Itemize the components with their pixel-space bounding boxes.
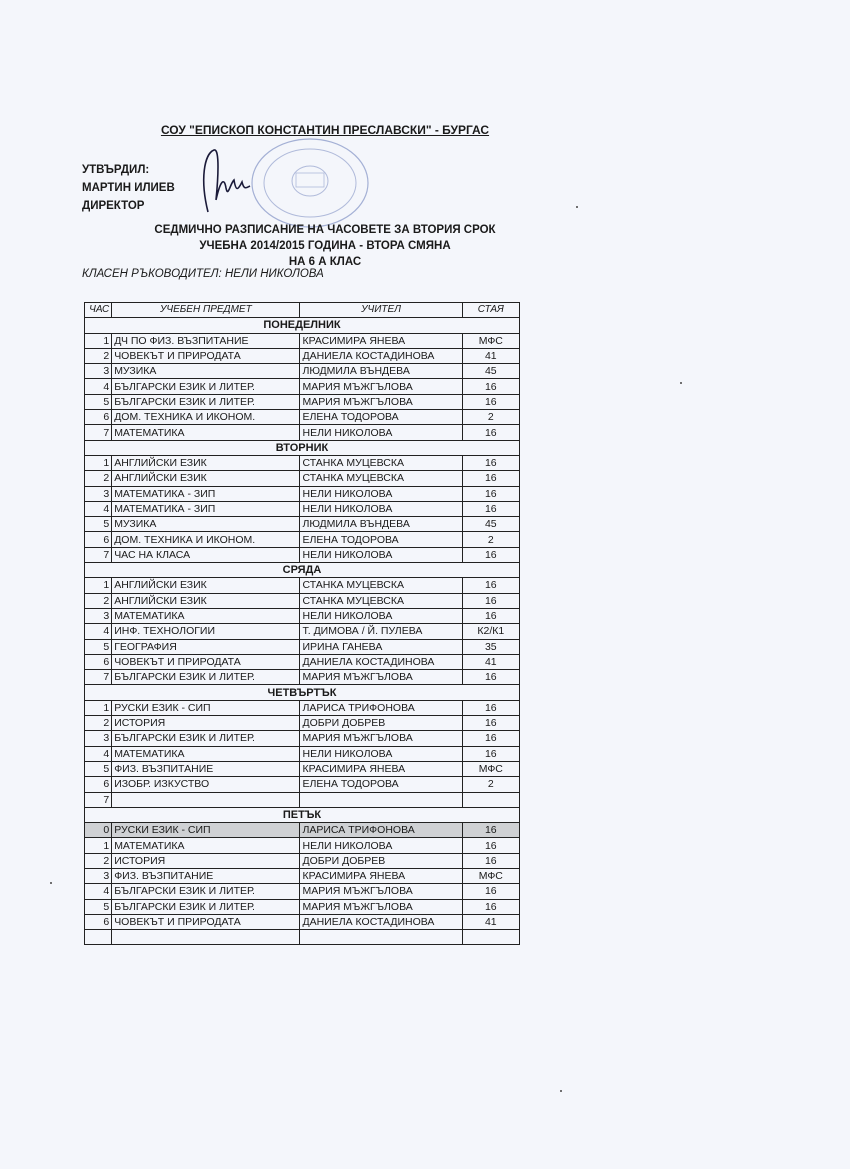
lesson-teacher: ДОБРИ ДОБРЕВ xyxy=(300,853,462,868)
lesson-room: 16 xyxy=(462,578,519,593)
lesson-room: 16 xyxy=(462,731,519,746)
lesson-room: 16 xyxy=(462,608,519,623)
schedule-title-block xyxy=(0,222,650,270)
lesson-hour: 6 xyxy=(85,654,112,669)
lesson-room: 16 xyxy=(462,593,519,608)
lesson-row xyxy=(85,654,520,669)
lesson-subject: БЪЛГАРСКИ ЕЗИК И ЛИТЕР. xyxy=(112,394,300,409)
lesson-row xyxy=(85,914,520,929)
lesson-teacher: МАРИЯ МЪЖГЪЛОВА xyxy=(300,899,462,914)
lesson-teacher: НЕЛИ НИКОЛОВА xyxy=(300,838,462,853)
lesson-room: 16 xyxy=(462,379,519,394)
col-room: СТАЯ xyxy=(462,303,519,318)
schedule-table xyxy=(84,302,520,945)
scan-speck xyxy=(576,206,578,208)
lesson-room: 16 xyxy=(462,884,519,899)
lesson-subject: ГЕОГРАФИЯ xyxy=(112,639,300,654)
day-header-row xyxy=(85,685,520,700)
lesson-room: 16 xyxy=(462,700,519,715)
lesson-room: 45 xyxy=(462,517,519,532)
lesson-subject: ЧОВЕКЪТ И ПРИРОДАТА xyxy=(112,654,300,669)
class-teacher: КЛАСЕН РЪКОВОДИТЕЛ: НЕЛИ НИКОЛОВА xyxy=(82,268,324,280)
title-line-3: НА 6 А КЛАС xyxy=(288,256,362,268)
lesson-hour: 1 xyxy=(85,333,112,348)
lesson-hour: 0 xyxy=(85,823,112,838)
lesson-room: 16 xyxy=(462,394,519,409)
school-stamp xyxy=(248,133,378,233)
lesson-subject: МАТЕМАТИКА xyxy=(112,838,300,853)
day-header-row xyxy=(85,807,520,822)
lesson-subject xyxy=(112,792,300,807)
lesson-row xyxy=(85,547,520,562)
lesson-subject: БЪЛГАРСКИ ЕЗИК И ЛИТЕР. xyxy=(112,379,300,394)
lesson-room: 2 xyxy=(462,777,519,792)
lesson-room: 41 xyxy=(462,348,519,363)
lesson-subject: ИЗОБР. ИЗКУСТВО xyxy=(112,777,300,792)
lesson-row xyxy=(85,364,520,379)
lesson-hour: 7 xyxy=(85,792,112,807)
lesson-subject: МАТЕМАТИКА xyxy=(112,425,300,440)
lesson-row xyxy=(85,624,520,639)
lesson-hour: 5 xyxy=(85,899,112,914)
lesson-row xyxy=(85,853,520,868)
scan-speck xyxy=(560,1090,562,1092)
lesson-hour: 4 xyxy=(85,624,112,639)
lesson-subject: МАТЕМАТИКА - ЗИП xyxy=(112,486,300,501)
lesson-row xyxy=(85,899,520,914)
lesson-hour: 5 xyxy=(85,639,112,654)
lesson-row xyxy=(85,425,520,440)
lesson-row xyxy=(85,716,520,731)
day-name: ВТОРНИК xyxy=(85,440,520,455)
lesson-teacher: НЕЛИ НИКОЛОВА xyxy=(300,547,462,562)
lesson-room: МФС xyxy=(462,761,519,776)
lesson-teacher: МАРИЯ МЪЖГЪЛОВА xyxy=(300,670,462,685)
scan-speck xyxy=(680,382,682,384)
lesson-teacher: МАРИЯ МЪЖГЪЛОВА xyxy=(300,731,462,746)
lesson-hour: 7 xyxy=(85,425,112,440)
lesson-row xyxy=(85,532,520,547)
day-name: ПОНЕДЕЛНИК xyxy=(85,318,520,333)
col-teacher: УЧИТЕЛ xyxy=(300,303,462,318)
lesson-teacher: НЕЛИ НИКОЛОВА xyxy=(300,746,462,761)
lesson-teacher: ЛАРИСА ТРИФОНОВА xyxy=(300,823,462,838)
lesson-subject: РУСКИ ЕЗИК - СИП xyxy=(112,700,300,715)
lesson-teacher: СТАНКА МУЦЕВСКА xyxy=(300,471,462,486)
lesson-subject: МУЗИКА xyxy=(112,364,300,379)
lesson-subject: АНГЛИЙСКИ ЕЗИК xyxy=(112,471,300,486)
lesson-hour: 3 xyxy=(85,608,112,623)
lesson-teacher: СТАНКА МУЦЕВСКА xyxy=(300,455,462,470)
lesson-row xyxy=(85,455,520,470)
lesson-subject: МАТЕМАТИКА xyxy=(112,608,300,623)
lesson-teacher xyxy=(300,792,462,807)
lesson-hour: 3 xyxy=(85,486,112,501)
lesson-row xyxy=(85,777,520,792)
lesson-room: 16 xyxy=(462,670,519,685)
lesson-room: МФС xyxy=(462,868,519,883)
lesson-hour: 6 xyxy=(85,777,112,792)
lesson-teacher: КРАСИМИРА ЯНЕВА xyxy=(300,761,462,776)
lesson-teacher: НЕЛИ НИКОЛОВА xyxy=(300,501,462,516)
lesson-hour: 1 xyxy=(85,578,112,593)
lesson-subject: ДОМ. ТЕХНИКА И ИКОНОМ. xyxy=(112,532,300,547)
title-line-2: УЧЕБНА 2014/2015 ГОДИНА - ВТОРА СМЯНА xyxy=(199,240,451,252)
col-hour: ЧАС xyxy=(85,303,112,318)
day-header-row xyxy=(85,440,520,455)
lesson-row xyxy=(85,930,520,945)
lesson-row xyxy=(85,348,520,363)
lesson-room: 16 xyxy=(462,425,519,440)
lesson-row xyxy=(85,501,520,516)
day-name: ПЕТЪК xyxy=(85,807,520,822)
lesson-hour: 4 xyxy=(85,884,112,899)
lesson-row xyxy=(85,394,520,409)
lesson-teacher: ДАНИЕЛА КОСТАДИНОВА xyxy=(300,348,462,363)
lesson-subject: АНГЛИЙСКИ ЕЗИК xyxy=(112,593,300,608)
lesson-hour: 2 xyxy=(85,853,112,868)
lesson-row xyxy=(85,517,520,532)
lesson-row xyxy=(85,838,520,853)
lesson-subject: ДОМ. ТЕХНИКА И ИКОНОМ. xyxy=(112,410,300,425)
lesson-hour: 3 xyxy=(85,731,112,746)
lesson-subject: ЧОВЕКЪТ И ПРИРОДАТА xyxy=(112,348,300,363)
lesson-room: 45 xyxy=(462,364,519,379)
approved-label: УТВЪРДИЛ: xyxy=(82,164,150,176)
lesson-subject: ДЧ ПО ФИЗ. ВЪЗПИТАНИЕ xyxy=(112,333,300,348)
lesson-room xyxy=(462,792,519,807)
lesson-row xyxy=(85,761,520,776)
header-row xyxy=(85,303,520,318)
lesson-hour: 4 xyxy=(85,746,112,761)
lesson-hour: 2 xyxy=(85,348,112,363)
lesson-room: 35 xyxy=(462,639,519,654)
lesson-teacher: ЕЛЕНА ТОДОРОВА xyxy=(300,777,462,792)
lesson-teacher: ЕЛЕНА ТОДОРОВА xyxy=(300,410,462,425)
lesson-row xyxy=(85,486,520,501)
lesson-hour: 5 xyxy=(85,517,112,532)
lesson-teacher: СТАНКА МУЦЕВСКА xyxy=(300,593,462,608)
lesson-teacher: ИРИНА ГАНЕВА xyxy=(300,639,462,654)
lesson-row xyxy=(85,593,520,608)
lesson-hour: 7 xyxy=(85,547,112,562)
lesson-subject: МАТЕМАТИКА - ЗИП xyxy=(112,501,300,516)
lesson-subject: ФИЗ. ВЪЗПИТАНИЕ xyxy=(112,868,300,883)
director-title: ДИРЕКТОР xyxy=(82,200,145,212)
lesson-hour: 3 xyxy=(85,364,112,379)
lesson-subject: БЪЛГАРСКИ ЕЗИК И ЛИТЕР. xyxy=(112,731,300,746)
lesson-hour xyxy=(85,930,112,945)
approval-block xyxy=(82,161,175,215)
lesson-hour: 5 xyxy=(85,394,112,409)
lesson-hour: 6 xyxy=(85,914,112,929)
lesson-teacher: ЛАРИСА ТРИФОНОВА xyxy=(300,700,462,715)
lesson-hour: 2 xyxy=(85,593,112,608)
lesson-subject xyxy=(112,930,300,945)
lesson-teacher: МАРИЯ МЪЖГЪЛОВА xyxy=(300,394,462,409)
lesson-row xyxy=(85,379,520,394)
lesson-subject: ИНФ. ТЕХНОЛОГИИ xyxy=(112,624,300,639)
lesson-row xyxy=(85,670,520,685)
lesson-subject: БЪЛГАРСКИ ЕЗИК И ЛИТЕР. xyxy=(112,899,300,914)
lesson-room: МФС xyxy=(462,333,519,348)
lesson-teacher: ЕЛЕНА ТОДОРОВА xyxy=(300,532,462,547)
lesson-room: 16 xyxy=(462,899,519,914)
lesson-room: 2 xyxy=(462,410,519,425)
schedule-body xyxy=(85,318,520,945)
lesson-room: 16 xyxy=(462,486,519,501)
lesson-teacher: Т. ДИМОВА / Й. ПУЛЕВА xyxy=(300,624,462,639)
lesson-room: 2 xyxy=(462,532,519,547)
lesson-row xyxy=(85,578,520,593)
lesson-subject: БЪЛГАРСКИ ЕЗИК И ЛИТЕР. xyxy=(112,884,300,899)
lesson-room: 16 xyxy=(462,501,519,516)
lesson-hour: 4 xyxy=(85,501,112,516)
lesson-teacher: МАРИЯ МЪЖГЪЛОВА xyxy=(300,884,462,899)
lesson-hour: 2 xyxy=(85,716,112,731)
lesson-row xyxy=(85,608,520,623)
lesson-row xyxy=(85,700,520,715)
lesson-subject: МАТЕМАТИКА xyxy=(112,746,300,761)
lesson-teacher: НЕЛИ НИКОЛОВА xyxy=(300,608,462,623)
lesson-subject: ЧОВЕКЪТ И ПРИРОДАТА xyxy=(112,914,300,929)
lesson-hour: 7 xyxy=(85,670,112,685)
lesson-hour: 1 xyxy=(85,700,112,715)
lesson-teacher: ЛЮДМИЛА ВЪНДЕВА xyxy=(300,364,462,379)
lesson-row xyxy=(85,868,520,883)
lesson-room: 16 xyxy=(462,746,519,761)
lesson-subject: ИСТОРИЯ xyxy=(112,716,300,731)
lesson-teacher xyxy=(300,930,462,945)
lesson-hour: 5 xyxy=(85,761,112,776)
lesson-room: 41 xyxy=(462,654,519,669)
lesson-teacher: СТАНКА МУЦЕВСКА xyxy=(300,578,462,593)
lesson-teacher: НЕЛИ НИКОЛОВА xyxy=(300,486,462,501)
lesson-teacher: НЕЛИ НИКОЛОВА xyxy=(300,425,462,440)
lesson-row xyxy=(85,884,520,899)
lesson-teacher: ДАНИЕЛА КОСТАДИНОВА xyxy=(300,654,462,669)
day-header-row xyxy=(85,563,520,578)
lesson-teacher: КРАСИМИРА ЯНЕВА xyxy=(300,333,462,348)
lesson-hour: 3 xyxy=(85,868,112,883)
director-name: МАРТИН ИЛИЕВ xyxy=(82,182,175,194)
lesson-row xyxy=(85,639,520,654)
lesson-row xyxy=(85,410,520,425)
lesson-room xyxy=(462,930,519,945)
lesson-room: 16 xyxy=(462,547,519,562)
lesson-row xyxy=(85,746,520,761)
lesson-room: К2/К1 xyxy=(462,624,519,639)
col-subject: УЧЕБЕН ПРЕДМЕТ xyxy=(112,303,300,318)
title-line-1: СЕДМИЧНО РАЗПИСАНИЕ НА ЧАСОВЕТЕ ЗА ВТОРИЯ СРОК xyxy=(154,224,496,236)
lesson-subject: БЪЛГАРСКИ ЕЗИК И ЛИТЕР. xyxy=(112,670,300,685)
lesson-teacher: МАРИЯ МЪЖГЪЛОВА xyxy=(300,379,462,394)
lesson-row xyxy=(85,333,520,348)
lesson-row xyxy=(85,731,520,746)
lesson-room: 41 xyxy=(462,914,519,929)
lesson-hour: 1 xyxy=(85,455,112,470)
lesson-teacher: ДОБРИ ДОБРЕВ xyxy=(300,716,462,731)
lesson-teacher: ЛЮДМИЛА ВЪНДЕВА xyxy=(300,517,462,532)
lesson-row xyxy=(85,471,520,486)
lesson-row xyxy=(85,792,520,807)
lesson-hour: 6 xyxy=(85,532,112,547)
lesson-room: 16 xyxy=(462,838,519,853)
lesson-subject: МУЗИКА xyxy=(112,517,300,532)
lesson-subject: ИСТОРИЯ xyxy=(112,853,300,868)
lesson-room: 16 xyxy=(462,471,519,486)
lesson-subject: ЧАС НА КЛАСА xyxy=(112,547,300,562)
scan-speck xyxy=(50,882,52,884)
lesson-subject: АНГЛИЙСКИ ЕЗИК xyxy=(112,578,300,593)
lesson-room: 16 xyxy=(462,716,519,731)
lesson-subject: РУСКИ ЕЗИК - СИП xyxy=(112,823,300,838)
lesson-room: 16 xyxy=(462,823,519,838)
lesson-room: 16 xyxy=(462,455,519,470)
lesson-row xyxy=(85,823,520,838)
lesson-room: 16 xyxy=(462,853,519,868)
lesson-teacher: ДАНИЕЛА КОСТАДИНОВА xyxy=(300,914,462,929)
lesson-subject: ФИЗ. ВЪЗПИТАНИЕ xyxy=(112,761,300,776)
day-name: СРЯДА xyxy=(85,563,520,578)
lesson-subject: АНГЛИЙСКИ ЕЗИК xyxy=(112,455,300,470)
day-header-row xyxy=(85,318,520,333)
lesson-teacher: КРАСИМИРА ЯНЕВА xyxy=(300,868,462,883)
lesson-hour: 4 xyxy=(85,379,112,394)
day-name: ЧЕТВЪРТЪК xyxy=(85,685,520,700)
lesson-hour: 1 xyxy=(85,838,112,853)
school-name: СОУ "ЕПИСКОП КОНСТАНТИН ПРЕСЛАВСКИ" - БУРГАС xyxy=(160,123,490,137)
lesson-hour: 2 xyxy=(85,471,112,486)
lesson-hour: 6 xyxy=(85,410,112,425)
